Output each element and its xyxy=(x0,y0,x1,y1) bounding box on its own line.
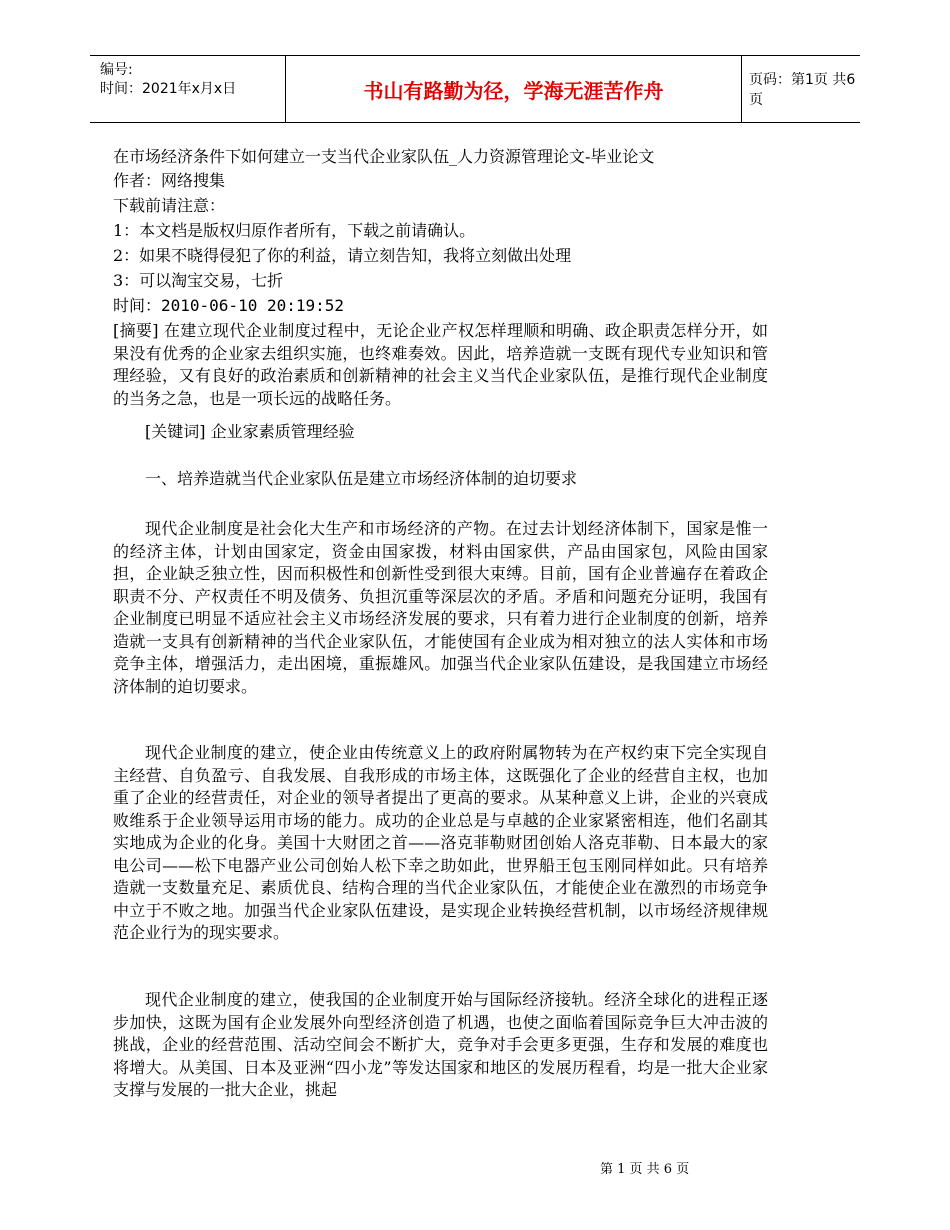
keywords: [关键词] 企业家素质管理经验 xyxy=(145,422,355,441)
body-paragraph: 现代企业制度是社会化大生产和市场经济的产物。在过去计划经济体制下，国家是惟一的经济主体，计划由国家定，资金由国家拨，材料由国家供，产品由国家包，风险由国家担，企业缺乏独立性，因而积极性和创新性受到很大束缚。目前，国有企业普遍存在着政企职责不分、产权责任不明及债务、负担沉重等深层次的矛盾。矛盾和问题充分证明，我国有企业制度已明显不适应社会主义市场经济发展的要求，只有着力进行企业制度的创新，培养造就一支具有创新精神的当代企业家队伍，才能使国有企业成为相对独立的法人实体和市场竞争主体，增强活力，走出困境，重振雄风。加强当代企业家队伍建设，是我国建立市场经济体制的迫切要求。 xyxy=(113,519,768,696)
page-footer: 第 1 页 共 6 页 xyxy=(600,1162,690,1177)
body-paragraph: 现代企业制度的建立，使企业由传统意义上的政府附属物转为在产权约束下完全实现自主经营、自负盈亏、自我发展、自我形成的市场主体，这既强化了企业的经营自主权，也加重了企业的经营责任，对企业的领导者提出了更高的要求。从某种意义上讲，企业的兴衰成败维系于企业领导运用市场的能力。成功的企业总是与卓越的企业家紧密相连，他们名副其实地成为企业的化身。美国十大财团之首——洛克菲勒财团创始人洛克菲勒、日本最大的家电公司——松下电器产业公司创始人松下幸之助如此，世界船王包玉刚同样如此。只有培养造就一支数量充足、素质优良、结构合理的当代企业家队伍，才能使企业在激烈的市场竞争中立于不败之地。加强当代企业家队伍建设，是实现企业转换经营机制，以市场经济规律规范企业行为的现实要求。 xyxy=(113,743,768,942)
doc-number-label: 编号: xyxy=(100,62,133,78)
notice-item: 2：如果不晓得侵犯了你的利益，请立刻告知，我将立刻做出处理 xyxy=(113,246,572,265)
page-header xyxy=(90,55,860,123)
doc-time-label: 时间：2021年x月x日 xyxy=(100,81,237,97)
notice-item: 1：本文档是版权归原作者所有，下载之前请确认。 xyxy=(113,221,476,240)
doc-title: 在市场经济条件下如何建立一支当代企业家队伍_人力资源管理论文-毕业论文 xyxy=(113,147,655,166)
section-heading: 一、培养造就当代企业家队伍是建立市场经济体制的迫切要求 xyxy=(145,469,578,488)
notice-heading: 下载前请注意： xyxy=(113,196,226,215)
header-meta xyxy=(90,56,285,122)
notice-item: 3：可以淘宝交易，七折 xyxy=(113,271,284,290)
header-page-info: 页码：第1页 共6页 xyxy=(749,72,856,108)
body-paragraph: 现代企业制度的建立，使我国的企业制度开始与国际经济接轨。经济全球化的进程正逐步加快，这既为国有企业发展外向型经济创造了机遇，也使之面临着国际竞争巨大冲击波的挑战，企业的经营范围、活动空间会不断扩大，竞争对手会更多更强，生存和发展的难度也将增大。从美国、日本及亚洲“四小龙”等发达国家和地区的发展历程看，均是一批大企业家支撑与发展的一批大企业，挑起 xyxy=(113,990,768,1099)
abstract: [摘要] 在建立现代企业制度过程中，无论企业产权怎样理顺和明确、政企职责怎样分开，如果没有优秀的企业家去组织实施，也终难奏效。因此，培养造就一支既有现代专业知识和管理经验，又有良好的政治素质和创新精神的社会主义当代企业家队伍，是推行现代企业制度的当务之急，也是一项长远的战略任务。 xyxy=(113,321,768,408)
header-motto: 书山有路勤为径，学海无涯苦作舟 xyxy=(285,56,742,122)
doc-timestamp: 时间：2010-06-10 20:19:52 xyxy=(113,296,345,315)
doc-author: 作者：网络搜集 xyxy=(113,171,226,190)
